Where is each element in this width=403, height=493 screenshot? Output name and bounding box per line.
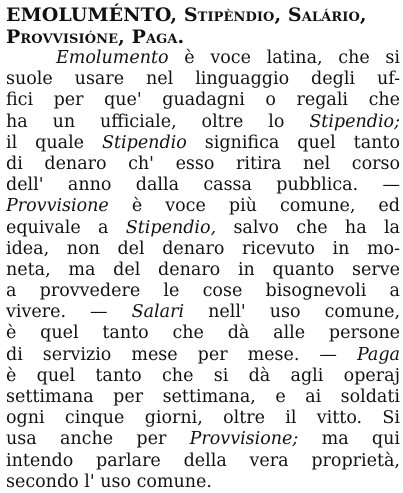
headword-salario: Salário: [287, 4, 360, 26]
text-run: nell' uso comune,: [184, 302, 400, 323]
text-line: [6, 302, 400, 323]
headword-provvisione: Provvisióne: [6, 26, 119, 48]
italic-term: Stipendio,: [125, 217, 217, 238]
heading-line-1: EMOLUMÉNTO, Stipèndio, Salário,: [6, 4, 367, 26]
text-run: neta, ma del denaro in quanto serve: [6, 259, 400, 280]
text-line: [6, 154, 400, 175]
text-run: salvo che ha la: [216, 217, 400, 238]
text-run: intendo parlare della vera proprietà,: [6, 450, 400, 471]
entry-paragraph: [6, 48, 400, 493]
text-line: [6, 239, 400, 260]
heading-line-2: Provvisióne, Paga.: [6, 26, 185, 48]
text-run: idea, non del denaro ricevuto in mo-: [6, 238, 400, 259]
headword-stipendio: Stipèndio: [183, 4, 275, 26]
text-run: ma qui: [298, 429, 400, 450]
text-run: secondo l' uso comune.: [6, 471, 212, 492]
text-run: è quel tanto che si dà agli operaj: [6, 365, 400, 386]
italic-term: Stipendio: [102, 132, 187, 153]
text-run: usa anche per: [6, 429, 190, 450]
text-line: [6, 90, 400, 111]
italic-term: Provvisione;: [189, 429, 299, 450]
entry-heading: [6, 4, 400, 48]
text-line: [6, 451, 400, 472]
text-run: vivere. —: [6, 302, 132, 323]
text-run: equivale a: [6, 217, 126, 238]
text-line: [6, 112, 400, 133]
text-run: è quel tanto che dà alle persone: [6, 323, 400, 344]
text-run: il quale: [6, 132, 102, 153]
text-line: [6, 69, 400, 90]
text-line: [6, 387, 400, 408]
text-run: ogni cinque giorni, oltre il vitto. Si: [6, 408, 400, 429]
text-line: [6, 133, 400, 154]
text-run: a provvedere le cose bisognevoli a: [6, 281, 400, 302]
text-line: [6, 366, 400, 387]
text-run: dell' anno dalla cassa pubblica. —: [6, 175, 400, 196]
text-line: [6, 429, 400, 450]
text-line: [6, 260, 400, 281]
text-run: settimana per settimana, e ai soldati: [6, 387, 400, 407]
italic-term: Emolumento: [56, 48, 169, 68]
text-line: [6, 175, 400, 196]
text-line: [6, 323, 400, 344]
text-line: [6, 218, 400, 239]
text-run: significa quel tanto: [186, 132, 400, 153]
text-run: di denaro ch' esso ritira nel corso: [6, 153, 400, 174]
text-line: [6, 345, 400, 366]
text-run: ha un ufficiale, oltre lo: [6, 111, 310, 132]
italic-term: Salari: [131, 302, 185, 323]
text-line: [6, 281, 400, 302]
italic-term: Stipendio;: [309, 111, 400, 132]
text-line: [6, 472, 400, 493]
headword-emolumento: EMOLUMÉNTO: [6, 4, 171, 26]
text-run: fici per que' guadagni o regali che: [6, 90, 400, 111]
text-run: suole usare nel linguaggio degli uf-: [6, 69, 400, 90]
italic-term: Paga: [356, 344, 400, 365]
text-run: di servizio mese per mese. —: [6, 344, 357, 365]
headword-paga: Paga: [131, 26, 178, 48]
text-line: [6, 408, 400, 429]
text-line: [6, 196, 400, 217]
italic-term: Provvisione: [6, 196, 109, 217]
text-line: [6, 48, 400, 69]
text-run: è voce più comune, ed: [108, 196, 400, 217]
text-run: è voce latina, che si: [168, 48, 400, 68]
